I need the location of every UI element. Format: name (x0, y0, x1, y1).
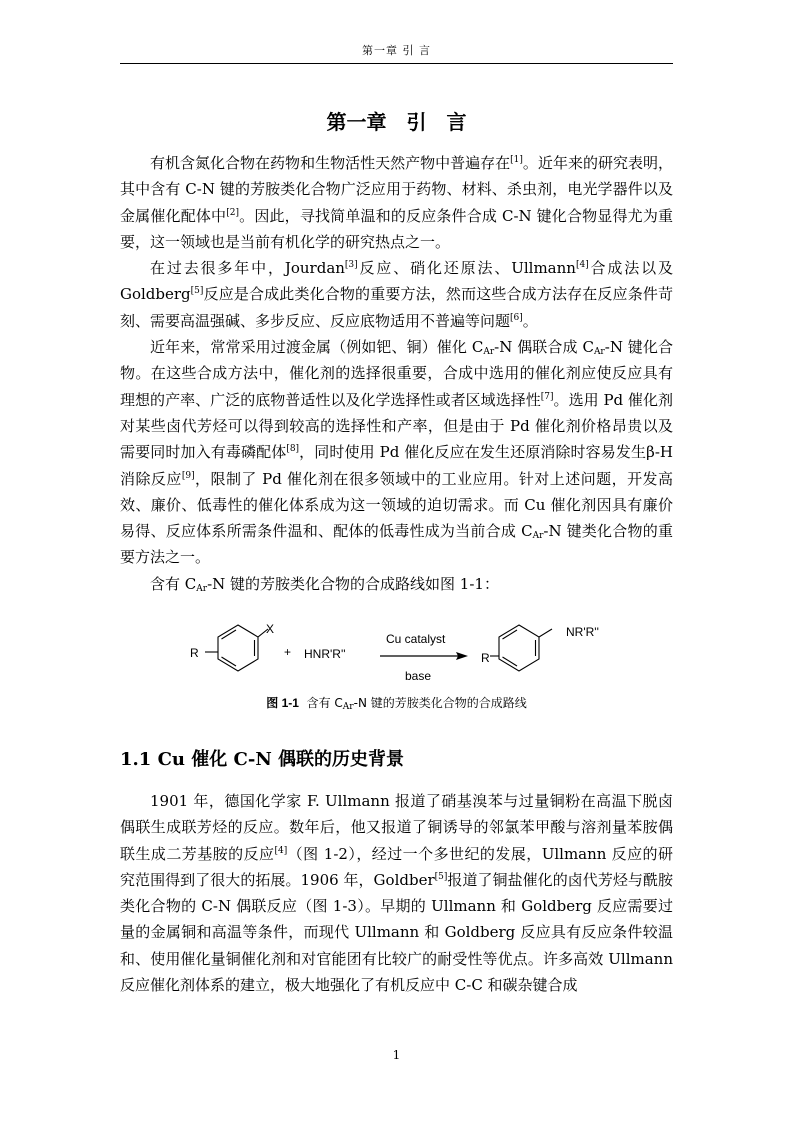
citation-ref: [3] (344, 260, 358, 271)
header-divider (120, 63, 673, 64)
substituent-label: R (190, 646, 199, 660)
product-group-label: NR'R'' (566, 625, 599, 639)
citation-ref: [7] (540, 391, 554, 402)
citation-ref: [4] (575, 260, 589, 271)
paragraph-1: 有机含氮化合物在药物和生物活性天然产物中普遍存在[1]。近年来的研究表明，其中含有 C-N 键的芳胺类化合物广泛应用于药物、材料、杀虫剂，电光学器件以及金属催化配体中[2]。因此，寻找简单温和的反应条件合成 C-N 键化合物显得尤为重要，这一领域也是当前有机化学的研究热点之一。 (120, 154, 673, 251)
section-heading: 1.1 Cu 催化 C-N 偶联的历史背景 (120, 749, 405, 770)
intro-text (120, 150, 673, 597)
figure-caption: 图 1-1 含有 $C_{Ar}-N$ 键的芳胺类化合物的合成路线 (266, 696, 527, 712)
catalyst-label: Cu catalyst (386, 632, 446, 646)
chapter-title: 第一章 引 言 (326, 110, 467, 134)
citation-ref: [5] (190, 286, 204, 297)
running-header: 第一章 引 言 (362, 44, 431, 57)
citation-ref: [4] (274, 845, 288, 856)
citation-ref: [6] (510, 312, 523, 323)
citation-ref: [5] (434, 871, 448, 882)
paragraph-5: 1901 年，德国化学家 F. Ullmann 报道了硝基溴苯与过量铜粉在高温下脱卤偶联生成联芳烃的反应。数年后，他又报道了铜诱导的邻氯苯甲酸与溶剂量苯胺偶联生成二芳基胺的反应[4]（图 1-2），经过一个多世纪的发展，Ullmann 反应的研究范围得到了很大的拓展。1906 年，Goldber[5]报道了铜盐催化的卤代芳烃与酰胺类化合物的 C-N 偶联反应（图 1-3）。早期的 Ullmann 和 Goldberg 反应需要过量的金属铜和高温等条件，而现代 Ullmann 和 Goldberg 反应具有反应条件较温和、使用催化量铜催化剂和对官能团有比较广的耐受性等优点。许多高效 Ullmann 反应催化剂体系的建立，极大地强化了有机反应中 C-C 和碳杂键合成 (120, 792, 673, 995)
amine-label: HNR'R'' (304, 647, 346, 661)
reaction-scheme-drawing (180, 612, 620, 692)
aryl-halide-ring (205, 625, 268, 671)
page-number: 1 (392, 1048, 401, 1062)
citation-ref: [2] (226, 207, 239, 218)
history-text (120, 788, 673, 998)
base-label: base (405, 669, 432, 683)
citation-ref: [9] (181, 470, 195, 481)
plus-sign: + (284, 645, 292, 659)
leaving-group-label: X (266, 622, 275, 636)
citation-ref: [8] (286, 444, 300, 455)
paragraph-3: 近年来，常常采用过渡金属（例如钯、铜）催化 $C_{Ar}-N$ 偶联合成 $C_{Ar}-N$ 键化合物。在这些合成方法中，催化剂的选择很重要，合成中选用的催化剂应使反应具有理想的产率、广泛的底物普适性以及化学选择性或者区域选择性[7]。选用 Pd 催化剂对某些卤代芳烃可以得到较高的选择性和产率，但是由于 Pd 催化剂价格昂贵以及需要同时加入有毒磷配体[8]，同时使用 Pd 催化反应在发生还原消除时容易发生β-H 消除反应[9]，限制了 Pd 催化剂在很多领域中的工业应用。针对上述问题，开发高效、廉价、低毒性的催化体系成为这一领域的迫切需求。而 Cu 催化剂因具有廉价易得、反应体系所需条件温和、配体的低毒性成为当前合成 $C_{Ar}-N$ 键类化合物的重要方法之一。 (120, 338, 673, 567)
paragraph-4: 含有 $C_{Ar}-N$ 键的芳胺类化合物的合成路线如图 1-1： (150, 574, 499, 594)
reaction-scheme (180, 612, 620, 692)
citation-ref: [1] (510, 155, 523, 165)
product-substituent-label: R (481, 651, 490, 665)
figure-label: 图 1-1 (266, 696, 299, 710)
paragraph-2: 在过去很多年中，Jourdan[3]反应、硝化还原法、Ullmann[4]合成法以及 Goldberg[5]反应是合成此类化合物的重要方法，然而这些合成方法存在反应条件苛刻、需要高温强碱、多步反应、反应底物适用不普遍等问题[6]。 (120, 259, 673, 330)
product-ring (490, 625, 552, 671)
